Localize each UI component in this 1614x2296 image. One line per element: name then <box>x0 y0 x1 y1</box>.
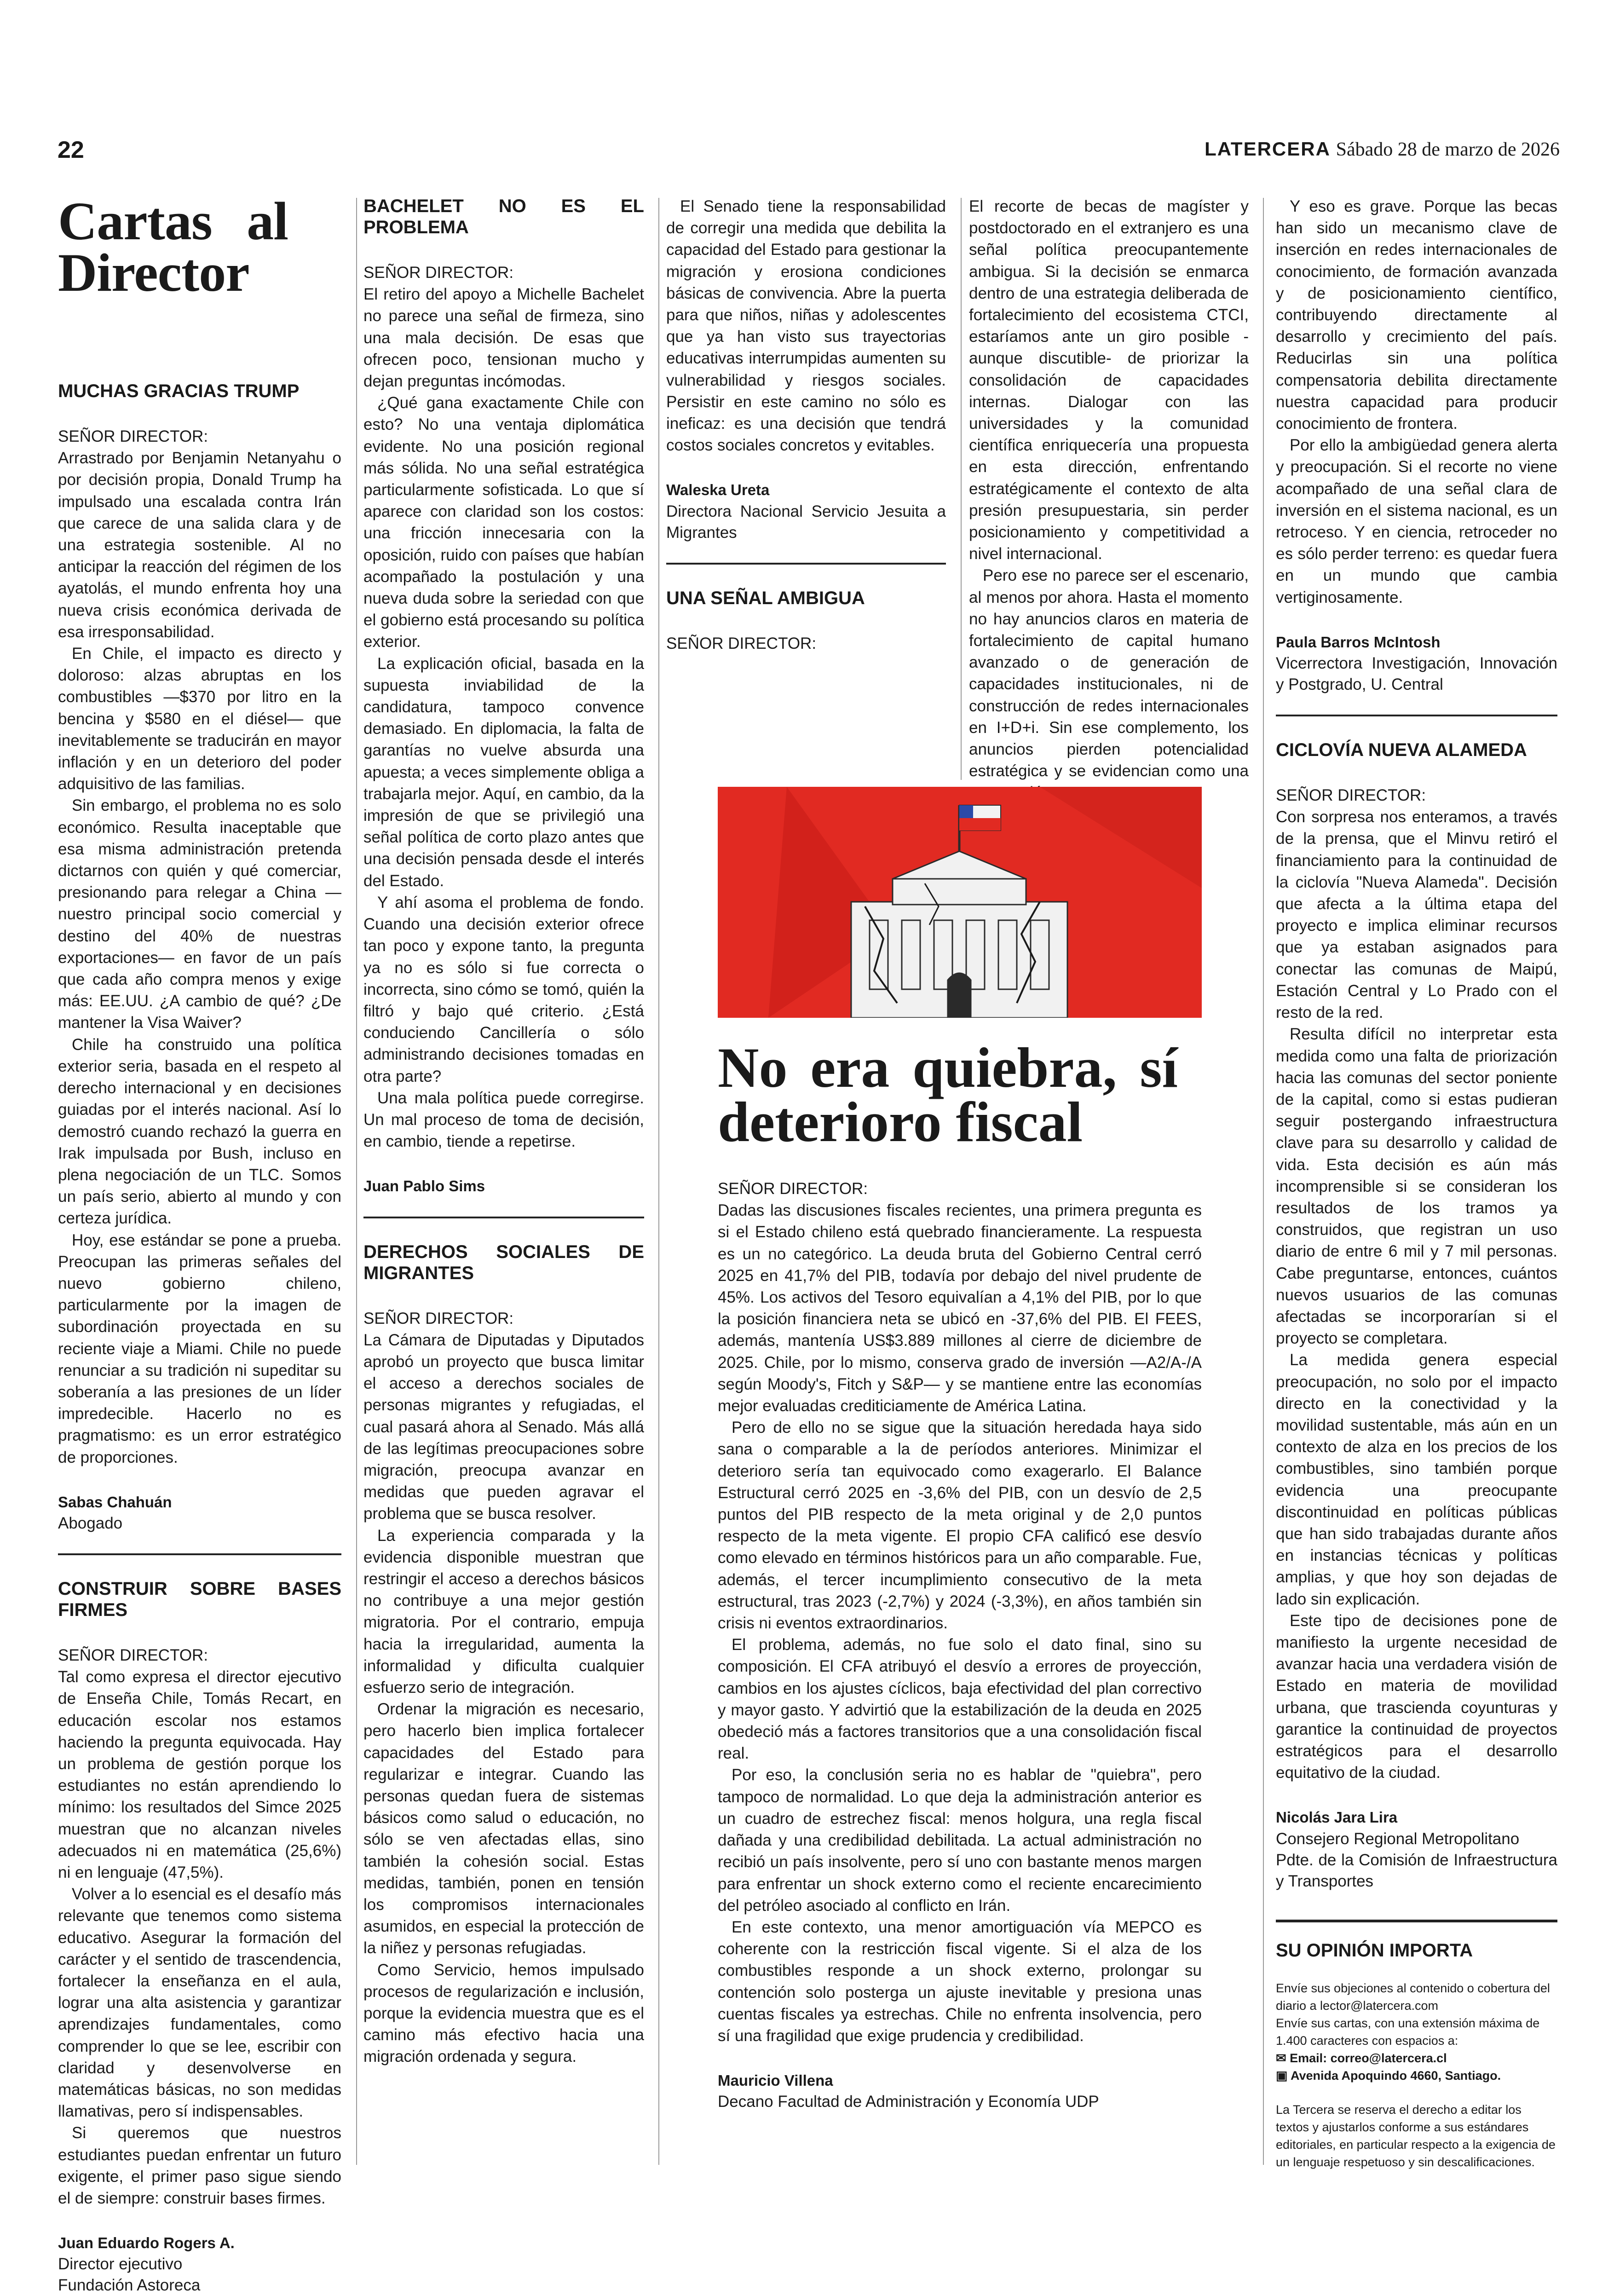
column-divider <box>961 198 962 780</box>
moneda-palace-illustration <box>718 787 1202 1018</box>
section-rule <box>363 1217 644 1218</box>
column-3 <box>666 196 946 654</box>
paragraph: Este tipo de decisiones pone de manifiesto la urgente necesidad de avanzar hacia una verdadera visión de Estado en materia de movilidad urbana, que trascienda coyunturas y garantice la continuidad de proyectos estratégicos para el desarrollo equitativo de la ciudad. <box>1276 1611 1557 1782</box>
paragraph: Volver a lo esencial es el desafío más relevante que tenemos como sistema educativo. Asegurar la formación del carácter y el sentido de trascendencia, fortalecer la enseñanza en el aula, lograr una alta asistencia y garantizar aprendizajes fundamentales, como comprender lo que se lee, escribir con claridad y desenvolverse en matemáticas básicas, no son medidas llamativas, pero sí indispensables. <box>58 1885 341 2121</box>
feature-signature: Mauricio Villena <box>718 2072 833 2089</box>
mail-icon: ✉ <box>1276 2051 1290 2065</box>
paragraph: En Chile, el impacto es directo y doloroso: alzas abruptas en los combustibles —$370 por litro en la bencina y $580 en el diésel— que inevitablemente se traducirán en mayor inflación y en un deterioro del poder adquisitivo de las familias. <box>58 645 341 793</box>
letter-signature: Nicolás Jara Lira <box>1276 1809 1398 1826</box>
column-1 <box>58 191 341 2296</box>
column-divider <box>658 198 659 2165</box>
letter-role: Consejero Regional Metropolitano <box>1276 1829 1520 1848</box>
paragraph: La medida genera especial preocupación, no solo por el impacto directo en la conectividad y la movilidad sustentable, más aún en un contexto de alza en los precios de los combustibles, sino también porque evidencia una preocupante discontinuidad en políticas públicas que han sido trabajadas durante años en instancias técnicas y políticas amplias, y que hoy son dejadas de lado sin explicación. <box>1276 1351 1557 1608</box>
paragraph: Chile ha construido una política exterior seria, basada en el respeto al derecho internacional y en decisiones guiadas por el interés nacional. Así lo demostró cuando rechazó la guerra en Irak impulsada por Bush, incluso en plena negociación de un TLC. Somos un país serio, abierto al mundo y con certeza jurídica. <box>58 1035 341 1228</box>
letter-headline: DERECHOS SOCIALES DE MIGRANTES <box>363 1241 644 1283</box>
column-5 <box>1276 196 1557 2171</box>
section-title: Cartas al Director <box>58 191 288 303</box>
paragraph: Sin embargo, el problema no es solo económico. Resulta inaceptable que esa misma administración pretenda dictarnos con quién y qué comerciar, presionando para relegar a China —nuestro principal socio comercial y destino del 40% de nuestras exportaciones— en favor de un país que cada año compra menos y exige más: EE.UU. ¿A cambio de qué? ¿De mantener la Visa Waiver? <box>58 796 341 1032</box>
paragraph: Ordenar la migración es necesario, pero hacerlo bien implica fortalecer capacidades del Estado para regularizar e integrar. Cuando las personas quedan fuera de sistemas básicos como salud o educación, no sólo se ven afectadas ellas, sino también la cohesión social. Estas medidas, también, ponen en tensión los compromisos internacionales asumidos, en especial la protección de la niñez y personas refugiadas. <box>363 1700 644 1957</box>
paragraph: Pero ese no parece ser el escenario, al menos por ahora. Hasta el momento no hay anuncios claros en materia de fortalecimiento de capital humano avanzado o de generación de capacidades institucionales, ni de construcción de redes internacionales en I+D+i. Sin ese complemento, los anuncios pierden potencialidad estratégica y se evidencian como una <box>969 566 1249 780</box>
mailbox-icon: ▣ <box>1276 2068 1291 2083</box>
section-rule <box>1276 715 1557 716</box>
letter-signature: Juan Eduardo Rogers A. <box>58 2234 235 2252</box>
opinion-box-address-row <box>1276 2067 1557 2084</box>
brand-name: LATERCERA <box>1205 138 1331 160</box>
opinion-box-address: Avenida Apoquindo 4660, Santiago. <box>1291 2068 1501 2083</box>
paragraph: En este contexto, una menor amortiguación vía MEPCO es coherente con la restricción fiscal vigente. Si el alza de los combustibles responde a un shock externo, prolongar su contención solo posterga un ajuste inevitable y presiona unas cuentas fiscales ya estrechas. Chile no enfrenta insolvencia, pero sí una fragilidad que exige prudencia y credibilidad. <box>718 1918 1202 2045</box>
letter-role: Fundación Astoreca <box>58 2276 201 2295</box>
paragraph: Si queremos que nuestros estudiantes puedan enfrentar un futuro exigente, el primer paso sigue siendo el de siempre: construir bases firmes. <box>58 2124 341 2208</box>
letter-role: Director ejecutivo <box>58 2255 183 2273</box>
opinion-box <box>1276 1940 1557 2171</box>
salutation: SEÑOR DIRECTOR: <box>58 1646 208 1664</box>
paragraph: Una mala política puede corregirse. Un mal proceso de toma de decisión, en cambio, tiende a repetirse. <box>363 1089 644 1151</box>
column-2 <box>363 196 644 2068</box>
letter-role: Directora Nacional Servicio Jesuita a Migrantes <box>666 502 946 542</box>
opinion-box-intro: Envíe sus objeciones al contenido o cobertura del diario a lector@latercera.com <box>1276 1981 1550 2013</box>
opinion-box-email-row <box>1276 2049 1557 2067</box>
salutation: SEÑOR DIRECTOR: <box>58 427 208 445</box>
paragraph: Por ello la ambigüedad genera alerta y preocupación. Si el recorte no viene acompañado de una señal clara de inversión en el sistema nacional, es un retroceso. Y en ciencia, retroceder no es sólo perder terreno: es quedar fuera en un mundo que cambia vertiginosamente. <box>1276 436 1557 606</box>
page-number: 22 <box>58 137 84 163</box>
opinion-box-disclaimer: La Tercera se reserva el derecho a editar los textos y ajustarlos conforme a sus estándares editoriales, en particular respecto a la exigencia de un lenguaje respetuoso y sin descalificaciones. <box>1276 2102 1556 2169</box>
feature-illustration <box>718 787 1202 1018</box>
opinion-box-title: SU OPINIÓN IMPORTA <box>1276 1940 1473 1961</box>
section-rule <box>58 1553 341 1555</box>
opinion-box-email[interactable]: Email: correo@latercera.cl <box>1290 2051 1447 2065</box>
letter-role: Abogado <box>58 1514 123 1532</box>
paragraph: El Senado tiene la responsabilidad de corregir una medida que debilita la capacidad del Estado para gestionar la migración y erosiona condiciones básicas de convivencia. Abre la puerta para que niños, niñas y adolescentes que ya han visto sus trayectorias educativas interrumpidas aumenten su vulnerabilidad y riesgos sociales. Persistir en este camino no sólo es ineficaz: es una decisión que tendrá costos sociales concretos y evitables. <box>666 197 946 455</box>
letter-role: Vicerrectora Investigación, Innovación y Postgrado, U. Central <box>1276 654 1557 694</box>
paragraph: Tal como expresa el director ejecutivo de Enseña Chile, Tomás Recart, en educación escolar nos estamos haciendo la pregunta equivocada. Hay un problema de gestión porque los estudiantes no están aprendiendo lo mínimo: los resultados del Simce 2025 muestran que no alcanzan niveles adecuados ni en matemática (25,6%) ni en lenguaje (47,5%). <box>58 1668 341 1881</box>
letter-headline: CICLOVÍA NUEVA ALAMEDA <box>1276 740 1527 761</box>
paragraph: La experiencia comparada y la evidencia disponible muestran que restringir el acceso a derechos básicos no contribuye a una mejor gestión migratoria. Por el contrario, empuja hacia la irregularidad, aumenta la informalidad y dificulta cualquier esfuerzo serio de integración. <box>363 1526 644 1696</box>
salutation: SEÑOR DIRECTOR: <box>363 264 514 282</box>
salutation: SEÑOR DIRECTOR: <box>363 1309 514 1327</box>
salutation: SEÑOR DIRECTOR: <box>1276 786 1426 805</box>
letter-role: Pdte. de la Comisión de Infraestructura y Transportes <box>1276 1851 1557 1890</box>
section-rule <box>666 563 946 565</box>
paragraph: Pero de ello no se sigue que la situación heredada haya sido sana o comparable a la de períodos anteriores. Minimizar el deterioro sería tan equivocado como exagerarlo. El Balance Estructural cerró 2025 en -3,6% del PIB, con un desvío de 2,5 puntos del PIB respecto de la meta original y de 2,0 puntos respecto de la meta vigente. El propio CFA calificó ese desvío como elevado en términos históricos para un año comparable. Fue, además, el tercer incumplimiento consecutivo de la meta estructural, tras 2023 (-2,7%) y 2024 (-3,3%), en años también sin crisis ni eventos extraordinarios. <box>718 1419 1202 1633</box>
paragraph: El retiro del apoyo a Michelle Bachelet no parece una señal de firmeza, sino una mala decisión. De esas que ofrecen poco, tensionan mucho y dejan preguntas incómodas. <box>363 285 644 391</box>
masthead <box>1205 138 1560 161</box>
letter-signature: Paula Barros McIntosh <box>1276 633 1441 651</box>
letter-signature: Waleska Ureta <box>666 481 770 499</box>
paragraph: Resulta difícil no interpretar esta medida como una falta de priorización hacia las comunas del sector poniente de la capital, como si estas pudieran seguir postergando infraestructura clave para su desarrollo y calidad de vida. Esta decisión es aún más incomprensible si se consideran los resultados de los tramos ya construidos, que registran un uso diario de entre 6 mil y 7 mil personas. Cabe preguntarse, entonces, cuántos nuevos usuarios de las comunas afectadas se incorporarían si el proyecto se completara. <box>1276 1025 1557 1348</box>
paragraph: Arrastrado por Benjamin Netanyahu o por decisión propia, Donald Trump ha impulsado una escalada contra Irán que carece de una salida clara y de una estrategia sostenible. Al no anticipar la reacción del régimen de los ayatolás, el mundo enfrenta hoy una nueva crisis económica derivada de esa irresponsabilidad. <box>58 449 341 641</box>
paragraph: Por eso, la conclusión seria no es hablar de "quiebra", pero tampoco de normalidad. Lo que deja la administración anterior es un cuadro de estrechez fiscal: menos holgura, una regla fiscal dañada y una credibilidad debilitada. La actual administración no recibió un país insolvente, pero sí uno con bastante menos margen para enfrentar un shock externo como el reciente encarecimiento del petróleo asociado al conflicto en Irán. <box>718 1766 1202 1915</box>
salutation: SEÑOR DIRECTOR: <box>666 634 817 652</box>
letter-headline: UNA SEÑAL AMBIGUA <box>666 588 865 608</box>
letter-headline: CONSTRUIR SOBRE BASES FIRMES <box>58 1578 341 1620</box>
letter-signature: Juan Pablo Sims <box>363 1177 485 1195</box>
paragraph: ¿Qué gana exactamente Chile con esto? No una ventaja diplomática evidente. No una posición regional más sólida. No una señal estratégica particularmente sofisticada. Lo que sí aparece con claridad son los costos: una fricción innecesaria con la oposición, ruido con países que habían acompañado la postulación y una nueva duda sobre la seriedad con que el gobierno está procesando su política exterior. <box>363 394 644 651</box>
issue-date: Sábado 28 de marzo de 2026 <box>1336 139 1560 160</box>
opinion-box-letters-info: Envíe sus cartas, con una extensión máxima de 1.400 caracteres con espacios a: <box>1276 2016 1540 2048</box>
salutation: SEÑOR DIRECTOR: <box>718 1180 868 1198</box>
letter-headline: BACHELET NO ES EL PROBLEMA <box>363 196 644 237</box>
feature-title: No era quiebra, sí deterioro fiscal <box>718 1036 1178 1154</box>
paragraph: La Cámara de Diputadas y Diputados aprobó un proyecto que busca limitar el acceso a derechos sociales de personas migrantes y refugiadas, el cual pasará ahora al Senado. Más allá de las legítimas preocupaciones sobre migración, preocupa avanzar en medidas que pueden agravar el problema que se busca resolver. <box>363 1331 644 1523</box>
section-rule <box>1276 1920 1557 1922</box>
paragraph: La explicación oficial, basada en la supuesta inviabilidad de la candidatura, tampoco convence demasiado. En diplomacia, la falta de garantías no vuelve absurda una apuesta; a veces simplemente obliga a trabajarla mejor. Aquí, en cambio, da la impresión de que se privilegió una señal política de corto plazo antes que una decisión pensada desde el interés del Estado. <box>363 654 644 890</box>
column-divider <box>1263 198 1264 2165</box>
column-divider <box>356 198 357 2165</box>
paragraph: Y ahí asoma el problema de fondo. Cuando una decisión exterior ofrece tan poco y expone tanto, la pregunta ya no es sólo si fue correcta o incorrecta, sino cómo se tomó, quién la filtró y bajo qué criterio. ¿Está conduciendo Cancillería o sólo administrando decisiones tomadas en otra parte? <box>363 893 644 1085</box>
column-4 <box>969 196 1249 804</box>
paragraph: Como Servicio, hemos impulsado procesos de regularización e inclusión, porque la evidencia muestra que es el camino más efectivo hacia una migración ordenada y segura. <box>363 1961 644 2066</box>
letter-signature: Sabas Chahuán <box>58 1493 172 1511</box>
feature-article <box>718 1036 1202 2112</box>
feature-role: Decano Facultad de Administración y Economía UDP <box>718 2093 1099 2111</box>
paragraph: Con sorpresa nos enteramos, a través de la prensa, que el Minvu retiró el financiamiento para la continuidad de la ciclovía "Nueva Alameda". Decisión que afecta a la última etapa del proyecto e implica eliminar recursos que ya estaban asignados para conectar las comunas de Maipú, Estación Central y Lo Prado con el resto de la red. <box>1276 808 1557 1022</box>
paragraph: Y eso es grave. Porque las becas han sido un mecanismo clave de inserción en redes internacionales de conocimiento, de formación avanzada y de posicionamiento científico, contribuyendo directamente al desarrollo y crecimiento del país. Reducirlas sin una política compensatoria debilita directamente nuestra capacidad para producir conocimiento de frontera. <box>1276 197 1557 433</box>
letter-headline: MUCHAS GRACIAS TRUMP <box>58 381 300 401</box>
paragraph: El recorte de becas de magíster y postdoctorado en el extranjero es una señal política preocupantemente ambigua. Si la decisión se enmarca dentro de una estrategia deliberada de fortalecimiento del ecosistema CTCI, estaríamos ante un giro posible -aunque discutible- de priorizar la consolidación de capacidades internas. Dialogar con las universidades y la comunidad científica enriquecería una propuesta en esta dirección, enfrentando estratégicamente el contexto de alta presión presupuestaria, sin perder posicionamiento y competitividad a nivel internacional. <box>969 197 1249 563</box>
paragraph: Dadas las discusiones fiscales recientes, una primera pregunta es si el Estado chileno está quebrado financieramente. La respuesta es un no categórico. La deuda bruta del Gobierno Central cerró 2025 en 41,7% del PIB, todavía por debajo del nivel prudente de 45%. Los activos del Tesoro equivalían a 4,1% del PIB, por lo que la posición financiera neta se ubicó en -37,6% del PIB. El FEES, además, mantenía US$3.889 millones al cierre de diciembre de 2025. Chile, por lo mismo, conserva grado de inversión —A2/A-/A según Moody's, Fitch y S&P— y se mantiene entre las economías mejor evaluadas crediticiamente de América Latina. <box>718 1201 1202 1415</box>
paragraph: El problema, además, no fue solo el dato final, sino su composición. El CFA atribuyó el desvío a errores de proyección, cambios en los ajustes cíclicos, baja efectividad del plan correctivo y mayor gasto. Y advirtió que la estabilización de la deuda en 2025 obedeció más a factores transitorios que a una consolidación fiscal real. <box>718 1636 1202 1763</box>
paragraph: Hoy, ese estándar se pone a prueba. Preocupan las primeras señales del nuevo gobierno chileno, particularmente por la imagen de subordinación proyectada en su reciente viaje a Miami. Chile no puede renunciar a su tradición ni supeditar su soberanía a las presiones de un líder impredecible. Hacerlo no es pragmatismo: es un error estratégico de proporciones. <box>58 1231 341 1466</box>
